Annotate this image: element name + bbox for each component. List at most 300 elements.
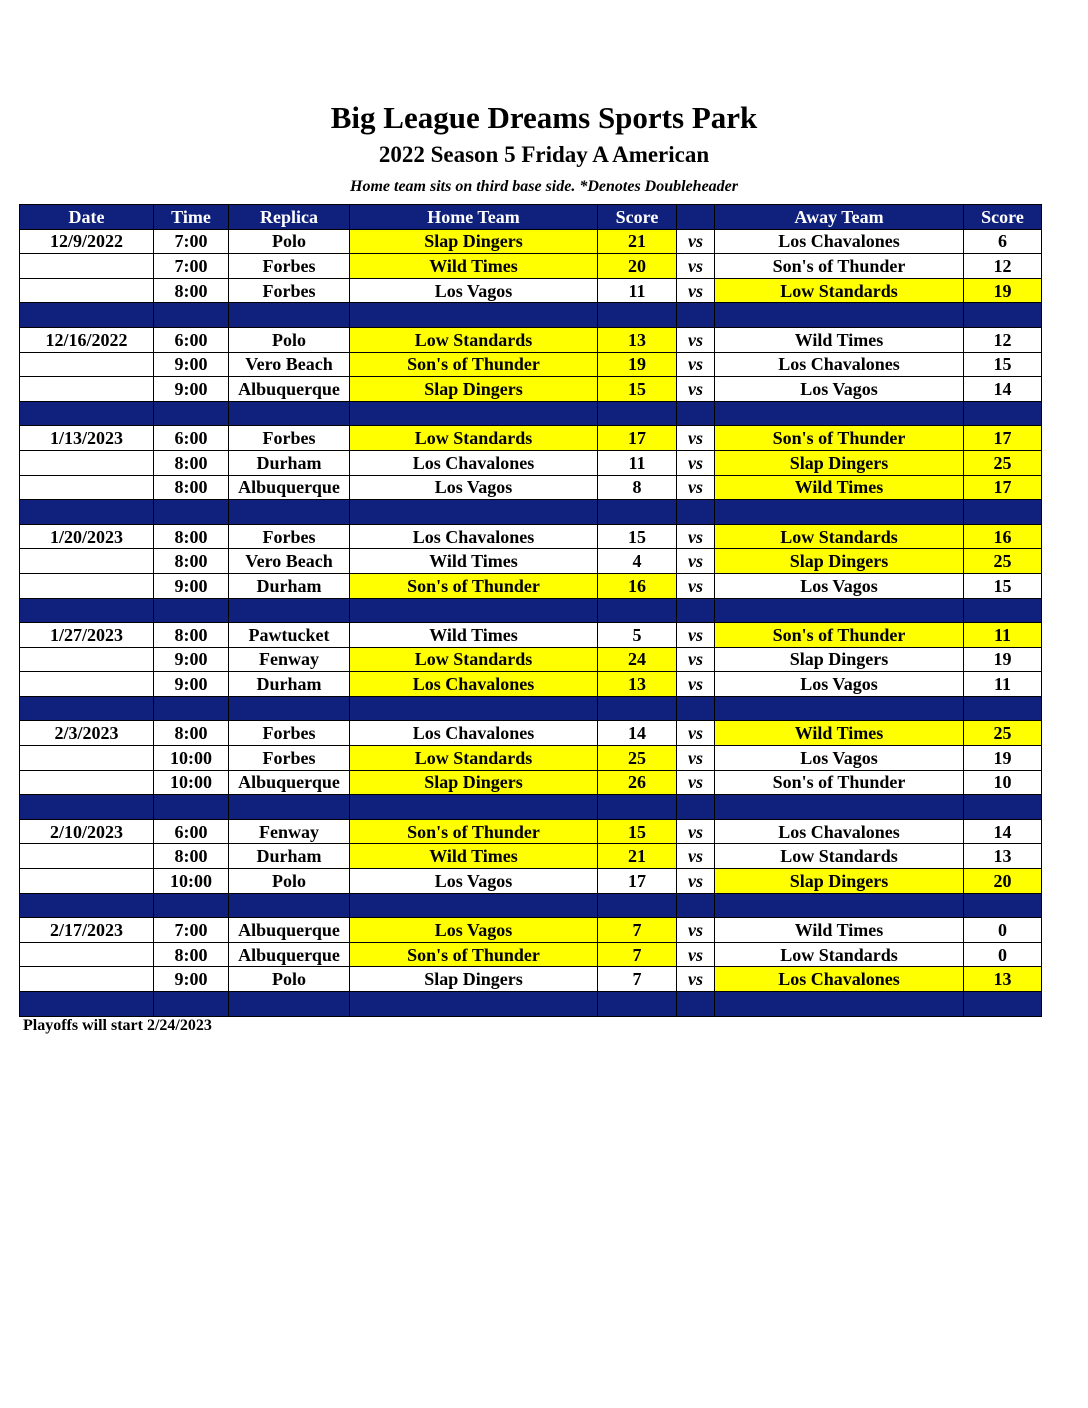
replica-cell: Polo (229, 327, 350, 352)
home-score-cell: 15 (598, 524, 677, 549)
home-score-cell: 17 (598, 869, 677, 894)
home-score-cell: 15 (598, 377, 677, 402)
table-row (20, 278, 1042, 303)
home-team-cell: Los Chavalones (350, 672, 598, 697)
table-row (20, 524, 1042, 549)
week-separator-row (20, 893, 1042, 918)
separator-cell (350, 500, 598, 525)
away-team-cell: Los Vagos (715, 377, 964, 402)
date-cell: 2/10/2023 (20, 819, 154, 844)
home-score-cell: 21 (598, 844, 677, 869)
separator-cell (964, 401, 1042, 426)
separator-cell (677, 893, 715, 918)
separator-cell (677, 992, 715, 1017)
separator-cell (677, 795, 715, 820)
table-row (20, 229, 1042, 254)
date-cell: 1/13/2023 (20, 426, 154, 451)
replica-cell: Albuquerque (229, 942, 350, 967)
away-team-cell: Wild Times (715, 721, 964, 746)
home-team-cell: Son's of Thunder (350, 819, 598, 844)
week-separator-row (20, 992, 1042, 1017)
separator-cell (154, 598, 229, 623)
separator-cell (229, 598, 350, 623)
away-score-cell: 6 (964, 229, 1042, 254)
separator-cell (964, 795, 1042, 820)
column-header-vs (677, 205, 715, 230)
time-cell: 9:00 (154, 967, 229, 992)
time-cell: 8:00 (154, 524, 229, 549)
away-team-cell: Low Standards (715, 278, 964, 303)
home-team-cell: Son's of Thunder (350, 573, 598, 598)
vs-cell: vs (677, 475, 715, 500)
separator-cell (154, 992, 229, 1017)
replica-cell: Polo (229, 869, 350, 894)
home-team-cell: Slap Dingers (350, 377, 598, 402)
separator-cell (715, 303, 964, 328)
separator-cell (229, 401, 350, 426)
home-score-cell: 19 (598, 352, 677, 377)
date-cell (20, 770, 154, 795)
separator-cell (350, 598, 598, 623)
away-team-cell: Slap Dingers (715, 869, 964, 894)
replica-cell: Forbes (229, 721, 350, 746)
away-team-cell: Los Chavalones (715, 819, 964, 844)
separator-cell (350, 401, 598, 426)
time-cell: 7:00 (154, 254, 229, 279)
away-score-cell: 25 (964, 450, 1042, 475)
separator-cell (715, 893, 964, 918)
week-separator-row (20, 303, 1042, 328)
date-cell (20, 967, 154, 992)
separator-cell (715, 992, 964, 1017)
replica-cell: Vero Beach (229, 549, 350, 574)
away-score-cell: 20 (964, 869, 1042, 894)
date-cell: 1/20/2023 (20, 524, 154, 549)
separator-cell (677, 500, 715, 525)
table-row (20, 254, 1042, 279)
replica-cell: Forbes (229, 278, 350, 303)
home-team-cell: Slap Dingers (350, 770, 598, 795)
column-header-home-score: Score (598, 205, 677, 230)
date-cell (20, 377, 154, 402)
vs-cell: vs (677, 819, 715, 844)
away-score-cell: 14 (964, 819, 1042, 844)
separator-cell (715, 795, 964, 820)
separator-cell (229, 500, 350, 525)
table-header-row (20, 205, 1042, 230)
table-row (20, 942, 1042, 967)
time-cell: 6:00 (154, 327, 229, 352)
vs-cell: vs (677, 942, 715, 967)
away-team-cell: Low Standards (715, 524, 964, 549)
date-cell (20, 746, 154, 771)
separator-cell (715, 696, 964, 721)
home-team-cell: Low Standards (350, 647, 598, 672)
away-score-cell: 16 (964, 524, 1042, 549)
away-score-cell: 19 (964, 746, 1042, 771)
separator-cell (964, 598, 1042, 623)
separator-cell (350, 992, 598, 1017)
vs-cell: vs (677, 426, 715, 451)
week-separator-row (20, 598, 1042, 623)
away-team-cell: Wild Times (715, 475, 964, 500)
separator-cell (677, 303, 715, 328)
vs-cell: vs (677, 278, 715, 303)
date-cell (20, 647, 154, 672)
date-cell: 12/16/2022 (20, 327, 154, 352)
table-row (20, 918, 1042, 943)
separator-cell (154, 696, 229, 721)
date-cell: 2/17/2023 (20, 918, 154, 943)
schedule-body (20, 229, 1042, 1016)
time-cell: 8:00 (154, 450, 229, 475)
separator-cell (20, 401, 154, 426)
home-team-cell: Wild Times (350, 623, 598, 648)
vs-cell: vs (677, 647, 715, 672)
away-score-cell: 11 (964, 623, 1042, 648)
date-cell (20, 475, 154, 500)
away-score-cell: 0 (964, 942, 1042, 967)
separator-cell (350, 795, 598, 820)
replica-cell: Albuquerque (229, 475, 350, 500)
time-cell: 9:00 (154, 377, 229, 402)
home-team-cell: Low Standards (350, 327, 598, 352)
home-team-cell: Wild Times (350, 844, 598, 869)
time-cell: 10:00 (154, 869, 229, 894)
separator-cell (154, 795, 229, 820)
replica-cell: Durham (229, 573, 350, 598)
away-score-cell: 19 (964, 647, 1042, 672)
time-cell: 8:00 (154, 623, 229, 648)
away-team-cell: Wild Times (715, 327, 964, 352)
away-team-cell: Los Vagos (715, 746, 964, 771)
home-score-cell: 13 (598, 672, 677, 697)
separator-cell (598, 992, 677, 1017)
vs-cell: vs (677, 967, 715, 992)
week-separator-row (20, 795, 1042, 820)
replica-cell: Forbes (229, 254, 350, 279)
separator-cell (229, 795, 350, 820)
home-team-cell: Los Vagos (350, 918, 598, 943)
away-team-cell: Slap Dingers (715, 450, 964, 475)
away-score-cell: 25 (964, 549, 1042, 574)
away-score-cell: 0 (964, 918, 1042, 943)
home-team-cell: Low Standards (350, 426, 598, 451)
home-team-cell: Los Vagos (350, 475, 598, 500)
home-score-cell: 21 (598, 229, 677, 254)
away-score-cell: 13 (964, 844, 1042, 869)
vs-cell: vs (677, 672, 715, 697)
away-score-cell: 12 (964, 254, 1042, 279)
home-score-cell: 11 (598, 278, 677, 303)
separator-cell (964, 500, 1042, 525)
away-score-cell: 13 (964, 967, 1042, 992)
date-cell (20, 573, 154, 598)
time-cell: 6:00 (154, 426, 229, 451)
separator-cell (715, 500, 964, 525)
away-score-cell: 19 (964, 278, 1042, 303)
table-row (20, 770, 1042, 795)
page-title: Big League Dreams Sports Park (330, 100, 758, 135)
away-score-cell: 15 (964, 573, 1042, 598)
time-cell: 9:00 (154, 352, 229, 377)
home-team-cell: Slap Dingers (350, 229, 598, 254)
away-score-cell: 12 (964, 327, 1042, 352)
date-cell: 1/27/2023 (20, 623, 154, 648)
vs-cell: vs (677, 869, 715, 894)
table-row (20, 819, 1042, 844)
separator-cell (20, 500, 154, 525)
week-separator-row (20, 401, 1042, 426)
home-team-cell: Los Vagos (350, 869, 598, 894)
away-team-cell: Son's of Thunder (715, 623, 964, 648)
home-score-cell: 11 (598, 450, 677, 475)
table-row (20, 672, 1042, 697)
table-row (20, 327, 1042, 352)
time-cell: 7:00 (154, 229, 229, 254)
vs-cell: vs (677, 770, 715, 795)
table-row (20, 869, 1042, 894)
away-team-cell: Low Standards (715, 942, 964, 967)
table-row (20, 721, 1042, 746)
table-row (20, 573, 1042, 598)
time-cell: 8:00 (154, 844, 229, 869)
separator-cell (20, 795, 154, 820)
separator-cell (598, 401, 677, 426)
home-score-cell: 13 (598, 327, 677, 352)
separator-cell (677, 598, 715, 623)
away-score-cell: 25 (964, 721, 1042, 746)
column-header-home-team: Home Team (350, 205, 598, 230)
home-score-cell: 16 (598, 573, 677, 598)
away-team-cell: Low Standards (715, 844, 964, 869)
separator-cell (20, 992, 154, 1017)
separator-cell (154, 303, 229, 328)
table-row (20, 746, 1042, 771)
vs-cell: vs (677, 377, 715, 402)
home-score-cell: 7 (598, 967, 677, 992)
time-cell: 8:00 (154, 475, 229, 500)
separator-cell (598, 598, 677, 623)
date-cell (20, 254, 154, 279)
home-score-cell: 25 (598, 746, 677, 771)
separator-cell (154, 500, 229, 525)
column-header-time: Time (154, 205, 229, 230)
replica-cell: Polo (229, 967, 350, 992)
home-team-cell: Los Vagos (350, 278, 598, 303)
time-cell: 8:00 (154, 942, 229, 967)
separator-cell (715, 401, 964, 426)
separator-cell (350, 893, 598, 918)
vs-cell: vs (677, 844, 715, 869)
away-score-cell: 10 (964, 770, 1042, 795)
away-team-cell: Slap Dingers (715, 647, 964, 672)
playoffs-note: Playoffs will start 2/24/2023 (23, 1017, 212, 1034)
home-team-cell: Son's of Thunder (350, 352, 598, 377)
replica-cell: Durham (229, 844, 350, 869)
replica-cell: Polo (229, 229, 350, 254)
home-score-cell: 4 (598, 549, 677, 574)
replica-cell: Forbes (229, 524, 350, 549)
vs-cell: vs (677, 918, 715, 943)
vs-cell: vs (677, 746, 715, 771)
separator-cell (964, 893, 1042, 918)
time-cell: 8:00 (154, 721, 229, 746)
separator-cell (229, 696, 350, 721)
time-cell: 8:00 (154, 278, 229, 303)
vs-cell: vs (677, 573, 715, 598)
separator-cell (154, 401, 229, 426)
home-team-cell: Los Chavalones (350, 450, 598, 475)
date-cell: 2/3/2023 (20, 721, 154, 746)
home-score-cell: 8 (598, 475, 677, 500)
away-team-cell: Son's of Thunder (715, 254, 964, 279)
date-cell (20, 450, 154, 475)
home-team-cell: Wild Times (350, 549, 598, 574)
home-score-cell: 14 (598, 721, 677, 746)
away-team-cell: Son's of Thunder (715, 426, 964, 451)
week-separator-row (20, 696, 1042, 721)
away-team-cell: Son's of Thunder (715, 770, 964, 795)
date-cell (20, 352, 154, 377)
time-cell: 9:00 (154, 573, 229, 598)
time-cell: 9:00 (154, 647, 229, 672)
home-score-cell: 24 (598, 647, 677, 672)
vs-cell: vs (677, 229, 715, 254)
table-row (20, 352, 1042, 377)
away-team-cell: Los Chavalones (715, 229, 964, 254)
separator-cell (964, 303, 1042, 328)
away-team-cell: Los Vagos (715, 672, 964, 697)
column-header-away-score: Score (964, 205, 1042, 230)
home-score-cell: 17 (598, 426, 677, 451)
home-team-cell: Low Standards (350, 746, 598, 771)
date-cell (20, 549, 154, 574)
replica-cell: Forbes (229, 746, 350, 771)
vs-cell: vs (677, 254, 715, 279)
date-cell (20, 844, 154, 869)
separator-cell (598, 696, 677, 721)
date-cell (20, 869, 154, 894)
separator-cell (20, 893, 154, 918)
away-score-cell: 17 (964, 475, 1042, 500)
column-header-away-team: Away Team (715, 205, 964, 230)
replica-cell: Albuquerque (229, 918, 350, 943)
away-team-cell: Los Chavalones (715, 352, 964, 377)
separator-cell (598, 893, 677, 918)
replica-cell: Forbes (229, 426, 350, 451)
vs-cell: vs (677, 450, 715, 475)
vs-cell: vs (677, 352, 715, 377)
page-note: Home team sits on third base side. *Denotes Doubleheader (350, 178, 738, 195)
separator-cell (229, 893, 350, 918)
away-team-cell: Slap Dingers (715, 549, 964, 574)
away-score-cell: 14 (964, 377, 1042, 402)
separator-cell (154, 893, 229, 918)
away-team-cell: Los Chavalones (715, 967, 964, 992)
away-score-cell: 17 (964, 426, 1042, 451)
time-cell: 8:00 (154, 549, 229, 574)
time-cell: 6:00 (154, 819, 229, 844)
separator-cell (964, 696, 1042, 721)
away-score-cell: 11 (964, 672, 1042, 697)
separator-cell (598, 303, 677, 328)
column-header-replica: Replica (229, 205, 350, 230)
home-score-cell: 26 (598, 770, 677, 795)
separator-cell (350, 696, 598, 721)
separator-cell (229, 992, 350, 1017)
home-score-cell: 5 (598, 623, 677, 648)
date-cell (20, 942, 154, 967)
away-team-cell: Wild Times (715, 918, 964, 943)
home-team-cell: Los Chavalones (350, 721, 598, 746)
vs-cell: vs (677, 327, 715, 352)
table-row (20, 450, 1042, 475)
replica-cell: Fenway (229, 819, 350, 844)
separator-cell (20, 303, 154, 328)
time-cell: 10:00 (154, 770, 229, 795)
separator-cell (20, 696, 154, 721)
vs-cell: vs (677, 549, 715, 574)
separator-cell (964, 992, 1042, 1017)
time-cell: 9:00 (154, 672, 229, 697)
home-score-cell: 15 (598, 819, 677, 844)
week-separator-row (20, 500, 1042, 525)
page-subtitle: 2022 Season 5 Friday A American (378, 142, 710, 167)
table-row (20, 844, 1042, 869)
vs-cell: vs (677, 623, 715, 648)
separator-cell (229, 303, 350, 328)
time-cell: 7:00 (154, 918, 229, 943)
separator-cell (677, 696, 715, 721)
away-score-cell: 15 (964, 352, 1042, 377)
table-row (20, 967, 1042, 992)
home-score-cell: 7 (598, 942, 677, 967)
vs-cell: vs (677, 721, 715, 746)
table-row (20, 623, 1042, 648)
home-team-cell: Son's of Thunder (350, 942, 598, 967)
home-team-cell: Slap Dingers (350, 967, 598, 992)
away-team-cell: Los Vagos (715, 573, 964, 598)
table-row (20, 426, 1042, 451)
time-cell: 10:00 (154, 746, 229, 771)
home-team-cell: Wild Times (350, 254, 598, 279)
schedule-table (19, 204, 1042, 1017)
replica-cell: Durham (229, 450, 350, 475)
replica-cell: Durham (229, 672, 350, 697)
separator-cell (598, 795, 677, 820)
table-row (20, 549, 1042, 574)
home-score-cell: 7 (598, 918, 677, 943)
table-row (20, 475, 1042, 500)
replica-cell: Pawtucket (229, 623, 350, 648)
home-score-cell: 20 (598, 254, 677, 279)
separator-cell (20, 598, 154, 623)
replica-cell: Albuquerque (229, 770, 350, 795)
column-header-date: Date (20, 205, 154, 230)
home-team-cell: Los Chavalones (350, 524, 598, 549)
vs-cell: vs (677, 524, 715, 549)
separator-cell (677, 401, 715, 426)
replica-cell: Vero Beach (229, 352, 350, 377)
table-row (20, 647, 1042, 672)
date-cell: 12/9/2022 (20, 229, 154, 254)
replica-cell: Fenway (229, 647, 350, 672)
date-cell (20, 672, 154, 697)
separator-cell (350, 303, 598, 328)
date-cell (20, 278, 154, 303)
replica-cell: Albuquerque (229, 377, 350, 402)
